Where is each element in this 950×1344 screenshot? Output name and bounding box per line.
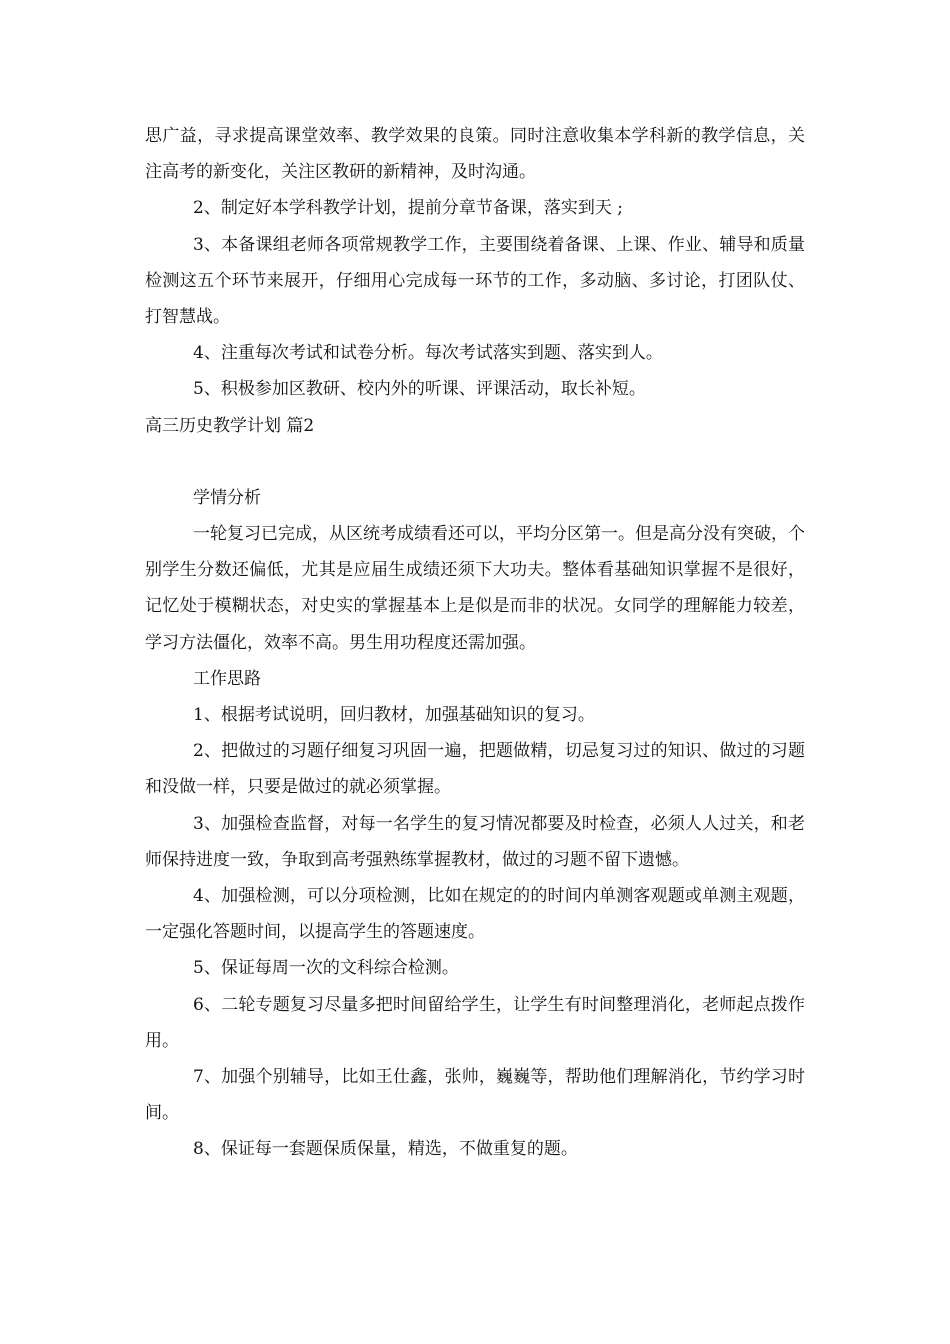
list-item: 2、把做过的习题仔细复习巩固一遍，把题做精，切忌复习过的知识、做过的习题和没做一样，只要是做过的就必须掌握。 — [145, 741, 805, 798]
list-item: 2、制定好本学科教学计划，提前分章节备课，落实到天 ; — [193, 198, 623, 219]
situation-paragraph: 一轮复习已完成，从区统考成绩看还可以，平均分区第一。但是高分没有突破，个别学生分数还偏低，尤其是应届生成绩还须下大功夫。整体看基础知识掌握不是很好，记忆处于模糊状态，对史实的掌握基本上是似是而非的状况。女同学的理解能力较差，学习方法僵化，效率不高。男生用功程度还需加强。 — [145, 524, 805, 653]
approach-heading: 工作思路 — [193, 668, 261, 689]
list-item: 6、二轮专题复习尽量多把时间留给学生，让学生有时间整理消化，老师起点拨作用。 — [145, 994, 805, 1051]
intro-paragraph: 思广益，寻求提高课堂效率、教学效果的良策。同时注意收集本学科新的教学信息，关注高考的新变化，关注区教研的新精神，及时沟通。 — [145, 126, 805, 183]
list-item: 1、根据考试说明，回归教材，加强基础知识的复习。 — [193, 705, 595, 726]
blank-line — [145, 444, 805, 480]
list-item: 5、保证每周一次的文科综合检测。 — [193, 958, 459, 979]
section-title: 高三历史教学计划 篇2 — [145, 415, 315, 436]
situation-heading: 学情分析 — [193, 487, 261, 508]
list-item: 7、加强个别辅导，比如王仕鑫，张帅，巍巍等，帮助他们理解消化，节约学习时间。 — [145, 1067, 805, 1124]
list-item: 4、加强检测，可以分项检测，比如在规定的的时间内单测客观题或单测主观题，一定强化答题时间，以提高学生的答题速度。 — [145, 886, 805, 943]
list-item: 3、加强检查监督，对每一名学生的复习情况都要及时检查，必须人人过关，和老师保持进度一致，争取到高考强熟练掌握教材，做过的习题不留下遗憾。 — [145, 813, 805, 870]
list-item: 5、积极参加区教研、校内外的听课、评课活动，取长补短。 — [193, 379, 646, 400]
list-item: 8、保证每一套题保质保量，精选，不做重复的题。 — [193, 1139, 578, 1160]
list-item: 3、本备课组老师各项常规教学工作，主要围绕着备课、上课、作业、辅导和质量检测这五个环节来展开，仔细用心完成每一环节的工作，多动脑、多讨论，打团队仗、打智慧战。 — [145, 234, 805, 328]
list-item: 4、注重每次考试和试卷分析。每次考试落实到题、落实到人。 — [193, 343, 663, 364]
document-page — [145, 118, 805, 1168]
